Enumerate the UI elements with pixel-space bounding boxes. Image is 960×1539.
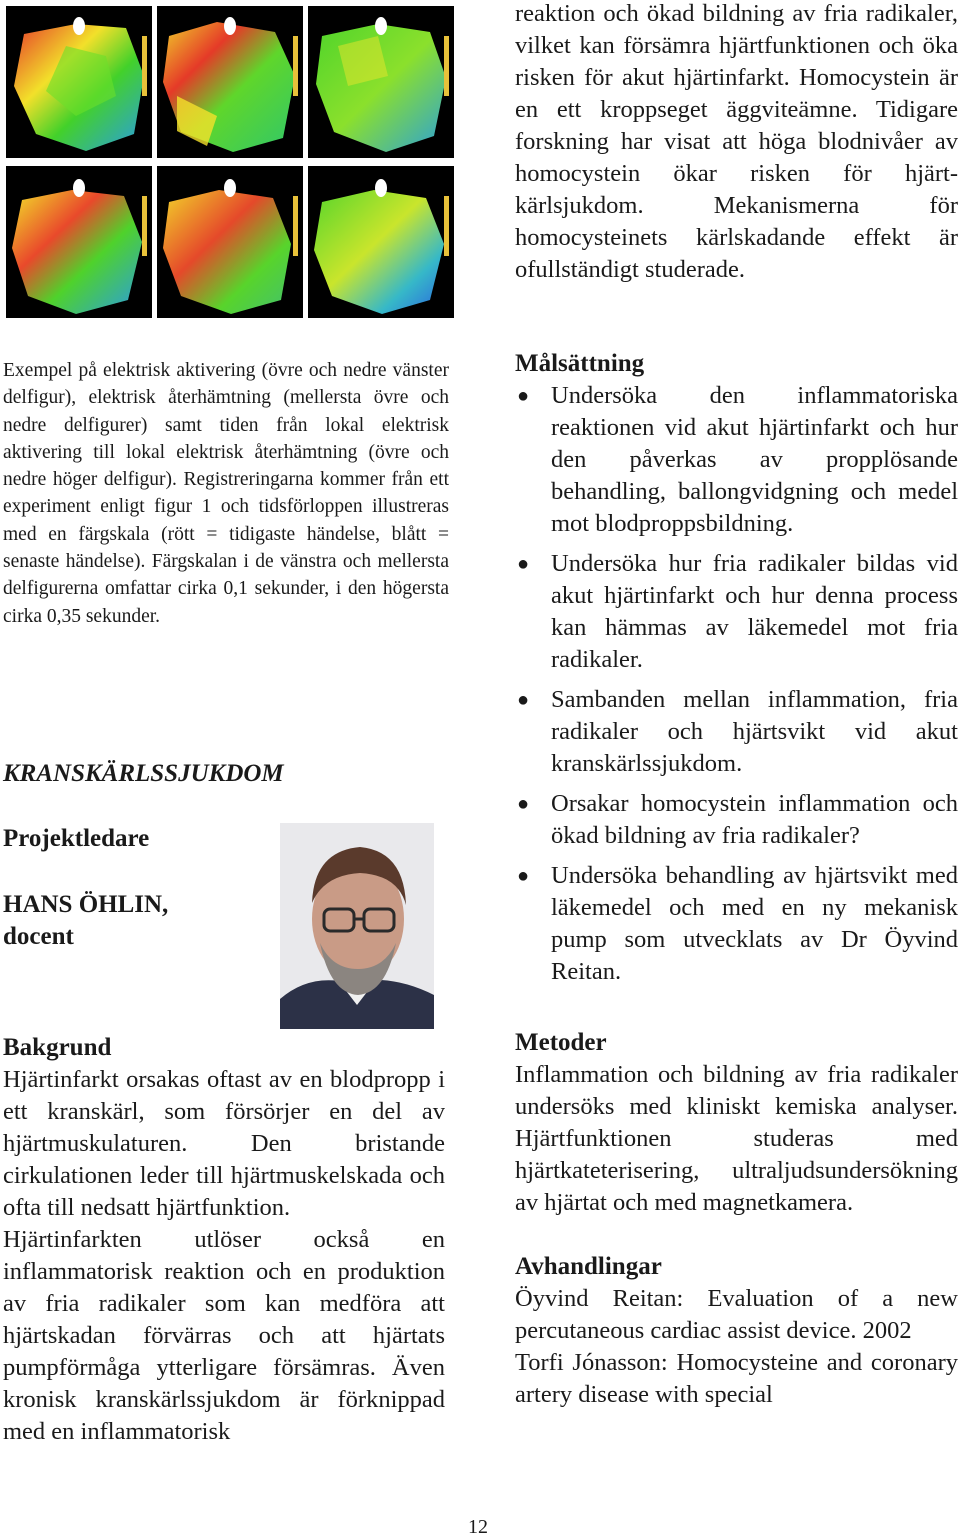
goals-heading: Målsättning xyxy=(515,350,645,377)
background-heading: Bakgrund xyxy=(3,1034,112,1061)
bullet-icon: ● xyxy=(517,385,530,407)
activation-map-panel-1 xyxy=(6,6,152,158)
background-paragraph-2: Hjärtinfarkten utlöser också en inflammatorisk reaktion och en produktion av fria radikaler som kan medföra att hjärtskadan förvärras och att hjärtats pumpförmåga ytterligare försämras. Även kronisk kranskärlssjukdom är förknippad med en inflammatorisk xyxy=(3,1226,445,1445)
methods-section xyxy=(515,1027,958,1219)
page-number: 12 xyxy=(468,1516,488,1538)
project-leader-label: Projektledare xyxy=(3,825,150,852)
activation-map-panel-2 xyxy=(157,6,303,158)
activation-map-panel-5 xyxy=(157,166,303,318)
leader-name: HANS ÖHLIN, xyxy=(3,891,169,918)
thesis-entry: Öyvind Reitan: Evaluation of a new percutaneous cardiac assist device. 2002 xyxy=(515,1285,958,1344)
theses-heading: Avhandlingar xyxy=(515,1253,662,1280)
bullet-icon: ● xyxy=(517,865,530,887)
goals-section xyxy=(515,348,958,996)
portrait-photo xyxy=(280,823,434,1029)
goal-item: ● Undersöka behandling av hjärtsvikt med läkemedel och med en ny mekanisk pump som utvecklats av Dr Öyvind Reitan. xyxy=(517,862,958,985)
theses-section xyxy=(515,1251,958,1411)
goal-item: ● Sambanden mellan inflammation, fria radikaler och hjärtsvikt vid akut kranskärlssjukdom. xyxy=(517,686,958,777)
background-continued-text: reaktion och ökad bildning av fria radikaler, vilket kan försämra hjärtfunktionen och öka risken för akut hjärtinfarkt. Homocystein är en ett kroppseget äggviteämne. Tidigare forskning har visat att höga blodnivåer av homocystein ökar risken för hjärt-kärlsjukdom. Mekanismerna för homocysteinets kärlskadande effekt är ofullständigt studerade. xyxy=(515,0,958,283)
bullet-icon: ● xyxy=(517,553,530,575)
activation-map-panel-4 xyxy=(6,166,152,318)
background-paragraph-1: Hjärtinfarkt orsakas oftast av en blodpropp i ett kranskärl, som försörjer en del av hjärtmuskulaturen. Den bristande cirkulationen leder till hjärtmuskelskada och ofta till nedsatt hjärtfunktion. xyxy=(3,1066,445,1221)
goal-item: ● Undersöka den inflammatoriska reaktionen vid akut hjärtinfarkt och hur den påverkas av propplösande behandling, ballongvidgning och medel mot blodproppsbildning. xyxy=(517,382,958,537)
activation-map-panel-6 xyxy=(308,166,454,318)
figure-caption: Exempel på elektrisk aktivering (övre och nedre vänster delfigur), elektrisk återhämtning (mellersta övre och nedre delfigurer) samt tiden från lokal elektrisk aktivering till lokal elektrisk återhämtning (övre och nedre höger delfigur). Registreringarna kommer från ett experiment enligt figur 1 och tidsförloppen illustreras med en färgskala (rött = tidigaste händelse, blått = senaste händelse). Färgskalan i de vänstra och mellersta delfigurerna omfattar cirka 0,1 sekunder, i den högersta cirka 0,35 sekunder. xyxy=(3,360,449,627)
activation-map-panel-3 xyxy=(308,6,454,158)
goals-list xyxy=(515,380,958,988)
section-title: KRANSKÄRLSSJUKDOM xyxy=(3,760,284,787)
background-section xyxy=(3,1032,445,1448)
background-continued xyxy=(515,0,958,286)
project-leader xyxy=(3,889,243,953)
bullet-icon: ● xyxy=(517,689,530,711)
bullet-icon: ● xyxy=(517,793,530,815)
methods-heading: Metoder xyxy=(515,1029,607,1056)
thesis-entry: Torfi Jónasson: Homocysteine and coronary artery disease with special xyxy=(515,1349,958,1408)
goal-item: ● Orsakar homocystein inflammation och ökad bildning av fria radikaler? xyxy=(517,790,958,849)
goal-item: ● Undersöka hur fria radikaler bildas vid akut hjärtinfarkt och hur denna process kan hämmas av läkemedel mot fria radikaler. xyxy=(517,550,958,673)
activation-map-figure xyxy=(6,6,454,320)
methods-text: Inflammation och bildning av fria radikaler undersöks med kliniskt kemiska analyser. Hjärtfunktionen studeras med hjärtkateterisering, ultraljudsundersökning av hjärtat och med magnetkamera. xyxy=(515,1061,958,1216)
leader-title: docent xyxy=(3,923,74,950)
